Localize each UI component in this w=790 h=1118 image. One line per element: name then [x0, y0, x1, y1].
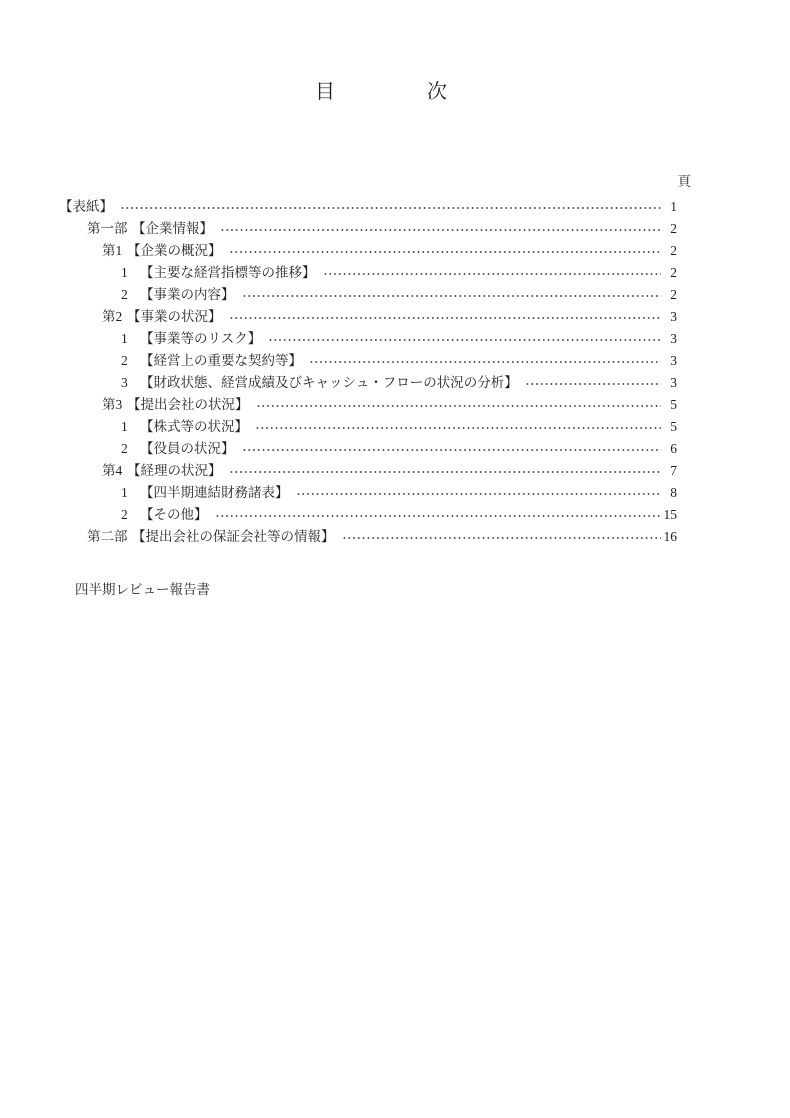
- toc-entry-page: 5: [670, 397, 677, 412]
- toc-entry-number: 第二部: [87, 529, 128, 544]
- toc-entry-number: 2: [121, 441, 128, 456]
- toc-entry-number: 2: [121, 287, 128, 302]
- toc-entry-title: 【四半期連結財務諸表】: [140, 485, 289, 500]
- toc-entry-title: 【経営上の重要な契約等】: [140, 353, 302, 368]
- toc-entry: [59, 416, 677, 438]
- toc-entry-title: 【提出会社の保証会社等の情報】: [132, 529, 335, 544]
- dot-leader: [255, 416, 661, 438]
- toc-entry: [59, 482, 677, 504]
- toc-entry-number: 第4: [102, 463, 123, 478]
- toc-entry-number: 第一部: [87, 221, 128, 236]
- toc-entry: [59, 372, 677, 394]
- toc-entry: [59, 394, 677, 416]
- toc-entry-number: 第2: [102, 309, 123, 324]
- toc-entry-page: 2: [670, 265, 677, 280]
- toc-entry-number: 1: [121, 485, 128, 500]
- toc-entry-number: 2: [121, 507, 128, 522]
- toc-entry-title: 【財政状態、経営成績及びキャッシュ・フローの状況の分析】: [140, 375, 518, 390]
- table-of-contents: [59, 196, 677, 548]
- toc-entry-number: 第1: [102, 243, 123, 258]
- dot-leader: [309, 350, 661, 372]
- toc-entry-title: 【企業情報】: [132, 221, 213, 236]
- dot-leader: [229, 306, 662, 328]
- dot-leader: [120, 196, 661, 218]
- toc-entry-page: 7: [670, 463, 677, 478]
- toc-entry-title: 【事業の状況】: [127, 309, 222, 324]
- toc-entry: [59, 460, 677, 482]
- dot-leader: [342, 526, 662, 548]
- toc-entry-number: 1: [121, 265, 128, 280]
- toc-entry-title: 【その他】: [140, 507, 208, 522]
- dot-leader: [296, 482, 662, 504]
- footer-note: 四半期レビュー報告書: [75, 582, 210, 597]
- toc-entry-title: 【経理の状況】: [127, 463, 222, 478]
- toc-entry-title: 【提出会社の状況】: [127, 397, 249, 412]
- toc-entry-number: 1: [121, 419, 128, 434]
- toc-entry-title: 【主要な経営指標等の推移】: [140, 265, 316, 280]
- dot-leader: [323, 262, 662, 284]
- toc-entry-page: 3: [670, 309, 677, 324]
- dot-leader: [229, 240, 662, 262]
- toc-entry-number: 3: [121, 375, 128, 390]
- toc-entry-page: 2: [670, 287, 677, 302]
- toc-entry-number: 2: [121, 353, 128, 368]
- dot-leader: [256, 394, 662, 416]
- toc-entry-page: 2: [670, 221, 677, 236]
- toc-entry: [59, 196, 677, 218]
- dot-leader: [229, 460, 662, 482]
- dot-leader: [215, 504, 662, 526]
- toc-entry-page: 8: [670, 485, 677, 500]
- toc-entry-title: 【役員の状況】: [140, 441, 235, 456]
- toc-entry-number: 第3: [102, 397, 123, 412]
- toc-entry-page: 3: [670, 331, 677, 346]
- page-title: 目次: [315, 81, 539, 103]
- toc-entry-number: 1: [121, 331, 128, 346]
- toc-entry-title: 【事業の内容】: [140, 287, 235, 302]
- toc-entry: [59, 240, 677, 262]
- page-column-header: 頁: [677, 174, 691, 189]
- toc-entry-page: 15: [663, 507, 677, 522]
- toc-entry: [59, 328, 677, 350]
- dot-leader: [268, 328, 661, 350]
- toc-entry-title: 【株式等の状況】: [140, 419, 248, 434]
- toc-entry-page: 2: [670, 243, 677, 258]
- toc-entry-page: 1: [670, 199, 677, 214]
- toc-entry-page: 3: [670, 353, 677, 368]
- toc-entry-page: 6: [670, 441, 677, 456]
- toc-entry: [59, 284, 677, 306]
- dot-leader: [242, 284, 662, 306]
- dot-leader: [242, 438, 662, 460]
- toc-entry-page: 16: [663, 529, 677, 544]
- toc-entry: [59, 218, 677, 240]
- toc-entry: [59, 438, 677, 460]
- toc-entry-page: 5: [670, 419, 677, 434]
- dot-leader: [525, 372, 661, 394]
- toc-entry: [59, 350, 677, 372]
- toc-entry: [59, 262, 677, 284]
- toc-entry-page: 3: [670, 375, 677, 390]
- toc-entry: [59, 306, 677, 328]
- toc-entry-title: 【企業の概況】: [127, 243, 222, 258]
- toc-entry-title: 【事業等のリスク】: [140, 331, 262, 346]
- toc-entry-title: 【表紙】: [59, 199, 113, 214]
- dot-leader: [220, 218, 661, 240]
- toc-entry: [59, 526, 677, 548]
- toc-entry: [59, 504, 677, 526]
